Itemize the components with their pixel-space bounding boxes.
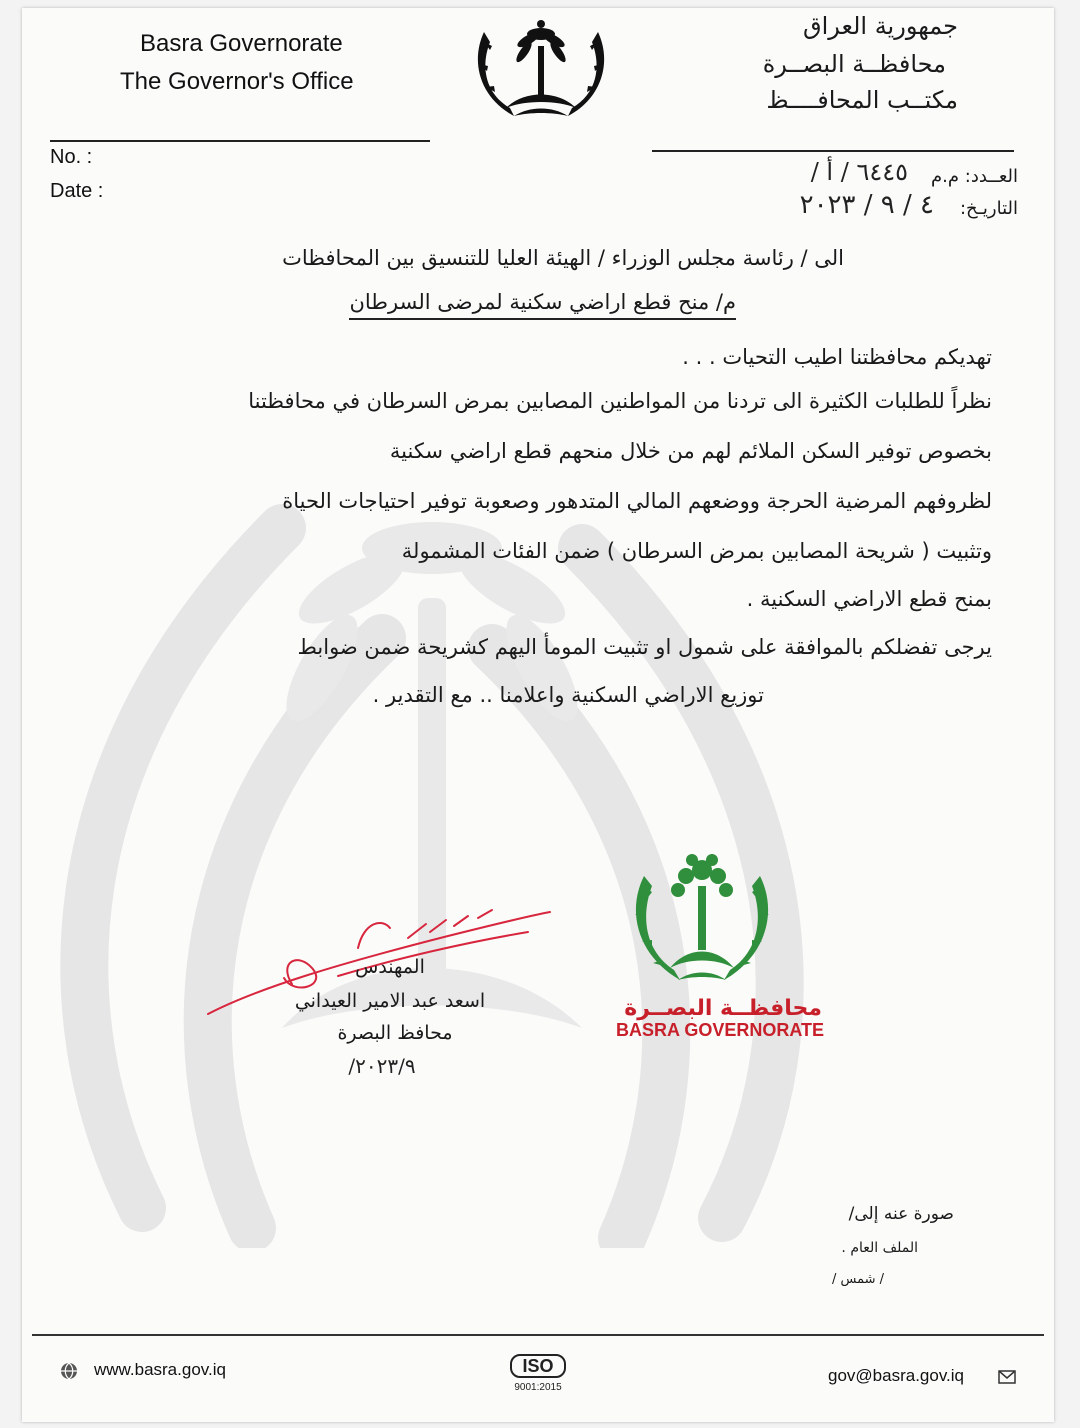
globe-icon	[60, 1362, 78, 1380]
number-label: No. :	[50, 146, 93, 168]
iso-badge	[510, 1354, 566, 1393]
footer-rule	[32, 1334, 1044, 1336]
header-rule-left	[50, 140, 430, 142]
stamp-emblem-icon	[622, 846, 782, 1006]
date-label: Date :	[50, 180, 104, 202]
header-en-subtitle: The Governor's Office	[120, 68, 354, 95]
iso-number: 9001:2015	[514, 1382, 562, 1393]
iso-label: ISO	[510, 1354, 566, 1378]
stamp-en-text: BASRA GOVERNORATE	[616, 1020, 825, 1040]
header-ar-line1: جمهورية العراق	[802, 12, 958, 40]
letter-body-line: لظروفهم المرضية الحرجة ووضعهم المالي المتدهور وصعوبة توفير احتياجات الحياة	[282, 489, 992, 513]
letter-subject: م/ منح قطع اراضي سكنية لمرضى السرطان	[349, 290, 736, 320]
letter-body-line: وتثبيت ( شريحة المصابين بمرض السرطان ) ضمن الفئات المشمولة	[401, 539, 992, 563]
letter-body-line: بخصوص توفير السكن الملائم لهم من خلال منحهم قطع اراضي سكنية	[389, 439, 992, 463]
ar-number-label: العــدد: م.م	[931, 166, 1018, 187]
letter-sheet	[22, 8, 1054, 1422]
header-rule-right	[652, 150, 1014, 152]
header-ar-line3: مكتــب المحافــــظ	[766, 86, 958, 114]
header-ar-line2: محافظــة البصــرة	[762, 50, 946, 78]
footer-email-link[interactable]: gov@basra.gov.iq	[828, 1366, 965, 1385]
signature-date: ٢٠٢٣/٩/	[348, 1054, 416, 1078]
footer-website-link[interactable]: www.basra.gov.iq	[94, 1360, 226, 1379]
ar-number-value: ٦٤٤٥ / أ /	[810, 158, 908, 186]
letter-addressee: الى / رئاسة مجلس الوزراء / الهيئة العليا للتنسيق بين المحافظات	[282, 246, 844, 270]
signatory-name: اسعد عبد الامير العيداني	[294, 990, 486, 1012]
letter-body-line: نظراً للطلبات الكثيرة الى تردنا من المواطنين المصابين بمرض السرطان في محافظتنا	[248, 389, 992, 413]
cc-item-2: / شمس /	[831, 1272, 884, 1287]
watermark-emblem-icon	[22, 388, 842, 1248]
basra-emblem-icon	[466, 12, 616, 130]
signatory-position: محافظ البصرة	[337, 1022, 453, 1044]
ar-date-value: ٤ / ٩ / ٢٠٢٣	[799, 190, 934, 220]
header-en-title: Basra Governorate	[140, 30, 343, 57]
mail-icon	[998, 1370, 1016, 1384]
letter-body-line: يرجى تفضلكم بالموافقة على شمول او تثبيت المومأ اليهم كشريحة ضمن ضوابط	[297, 635, 992, 659]
signatory-title: المهندس	[355, 956, 425, 978]
ar-date-label: التاريـخ:	[959, 198, 1018, 219]
letter-body-line: توزيع الاراضي السكنية واعلامنا .. مع التقدير .	[372, 683, 764, 707]
letter-greeting: تهديكم محافظتنا اطيب التحيات . . .	[682, 345, 992, 369]
cc-item-1: الملف العام .	[841, 1240, 918, 1256]
stamp-ar-text: محافظــة البصــرة	[624, 996, 822, 1021]
cc-title: صورة عنه إلى/	[848, 1204, 954, 1224]
letter-body-line: بمنح قطع الاراضي السكنية .	[746, 587, 992, 611]
